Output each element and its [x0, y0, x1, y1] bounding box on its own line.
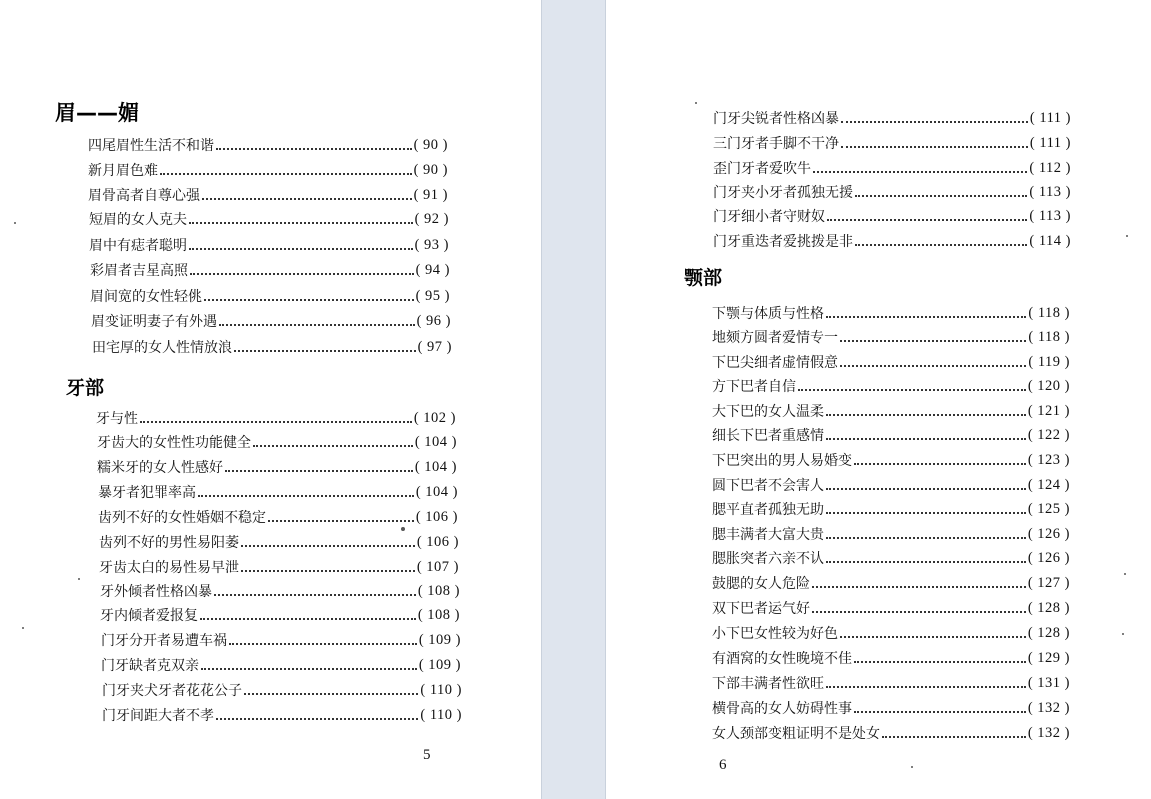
- entry-title: 大下巴的女人温柔: [712, 404, 824, 420]
- entry-title: 双下巴者运气好: [712, 601, 810, 617]
- entry-title: 门牙夹小牙者孤独无援: [713, 185, 853, 201]
- entry-page: ( 108 ): [417, 582, 460, 599]
- entry-page: ( 123 ): [1027, 451, 1070, 468]
- entry-title: 门牙夹犬牙者花花公子: [102, 683, 242, 699]
- leader-dots: [854, 462, 1026, 465]
- entry-title: 糯米牙的女人性感好: [97, 460, 223, 476]
- entry-page: ( 94 ): [415, 261, 450, 278]
- toc-entry[interactable]: [712, 572, 1070, 594]
- toc-entry[interactable]: [712, 424, 1070, 446]
- leader-dots: [841, 120, 1028, 123]
- toc-entry[interactable]: [101, 629, 461, 651]
- toc-entry[interactable]: [712, 523, 1070, 545]
- section-heading-brow: 眉——媚: [55, 101, 139, 125]
- scan-speck: [14, 222, 16, 224]
- toc-entry[interactable]: [100, 580, 460, 602]
- toc-entry[interactable]: [713, 230, 1071, 252]
- leader-dots: [216, 717, 418, 720]
- scan-speck: [695, 102, 697, 104]
- leader-dots: [201, 667, 417, 670]
- entry-title: 齿列不好的男性易阳萎: [99, 535, 239, 551]
- entry-title: 有酒窝的女性晚境不佳: [712, 651, 852, 667]
- leader-dots: [268, 519, 414, 522]
- leader-dots: [798, 388, 1026, 391]
- toc-entry[interactable]: [99, 531, 459, 553]
- entry-title: 门牙细小者守财奴: [713, 209, 825, 225]
- leader-dots: [840, 635, 1026, 638]
- entry-title: 鼓腮的女人危险: [712, 576, 810, 592]
- entry-page: ( 92 ): [414, 210, 449, 227]
- toc-entry[interactable]: [97, 456, 457, 478]
- leader-dots: [855, 194, 1027, 197]
- leader-dots: [826, 685, 1026, 688]
- entry-page: ( 120 ): [1027, 377, 1070, 394]
- entry-page: ( 102 ): [413, 409, 456, 426]
- leader-dots: [234, 349, 416, 352]
- entry-title: 门牙间距大者不孝: [102, 708, 214, 724]
- entry-page: ( 96 ): [416, 312, 451, 329]
- entry-page: ( 97 ): [417, 338, 452, 355]
- entry-page: ( 110 ): [420, 706, 462, 723]
- entry-title: 横骨高的女人妨碍性事: [712, 701, 852, 717]
- toc-entry[interactable]: [99, 556, 459, 578]
- entry-title: 齿列不好的女性婚姻不稳定: [98, 510, 266, 526]
- entry-page: ( 114 ): [1029, 232, 1071, 249]
- leader-dots: [229, 642, 417, 645]
- scan-speck: [1122, 633, 1124, 635]
- leader-dots: [854, 660, 1026, 663]
- toc-entry[interactable]: [102, 704, 462, 726]
- entry-page: ( 111 ): [1029, 134, 1071, 151]
- entry-title: 眉变证明妻子有外遇: [91, 314, 217, 330]
- toc-entry[interactable]: [713, 205, 1071, 227]
- entry-page: ( 132 ): [1027, 724, 1070, 741]
- leader-dots: [826, 560, 1026, 563]
- leader-dots: [189, 247, 413, 250]
- leader-dots: [840, 364, 1026, 367]
- entry-title: 地颏方圆者爱情专一: [712, 330, 838, 346]
- leader-dots: [241, 544, 415, 547]
- entry-title: 牙内倾者爱报复: [100, 608, 198, 624]
- entry-page: ( 95 ): [415, 287, 450, 304]
- entry-title: 下巴突出的男人易婚变: [712, 453, 852, 469]
- page-number: 6: [719, 757, 727, 773]
- entry-title: 方下巴者自信: [712, 379, 796, 395]
- entry-page: ( 104 ): [415, 483, 458, 500]
- toc-entry[interactable]: [88, 184, 448, 206]
- toc-entry[interactable]: [712, 302, 1070, 324]
- entry-page: ( 111 ): [1029, 109, 1071, 126]
- entry-page: ( 91 ): [413, 186, 448, 203]
- entry-page: ( 126 ): [1027, 525, 1070, 542]
- entry-title: 细长下巴者重感情: [712, 428, 824, 444]
- entry-page: ( 104 ): [414, 433, 457, 450]
- entry-title: 下巴尖细者虚情假意: [712, 355, 838, 371]
- toc-entry[interactable]: [89, 234, 449, 256]
- toc-entry[interactable]: [712, 351, 1070, 373]
- leader-dots: [882, 735, 1026, 738]
- leader-dots: [813, 170, 1027, 173]
- entry-title: 眉中有痣者聪明: [89, 238, 187, 254]
- entry-title: 门牙分开者易遭车祸: [101, 633, 227, 649]
- entry-page: ( 118 ): [1028, 328, 1070, 345]
- entry-page: ( 106 ): [416, 533, 459, 550]
- entry-title: 腮胀突者六亲不认: [712, 551, 824, 567]
- entry-title: 腮平直者孤独无助: [712, 502, 824, 518]
- entry-page: ( 109 ): [418, 631, 461, 648]
- toc-entry[interactable]: [712, 622, 1070, 644]
- leader-dots: [214, 593, 416, 596]
- scan-speck: [401, 527, 405, 531]
- entry-page: ( 113 ): [1029, 207, 1071, 224]
- section-heading-jaw: 颚部: [684, 267, 723, 289]
- leader-dots: [241, 569, 415, 572]
- toc-entry[interactable]: [102, 679, 462, 701]
- entry-page: ( 108 ): [417, 606, 460, 623]
- entry-title: 女人颈部变粗证明不是处女: [712, 726, 880, 742]
- entry-title: 四尾眉性生活不和谐: [88, 138, 214, 154]
- entry-title: 小下巴女性较为好色: [712, 626, 838, 642]
- entry-page: ( 128 ): [1027, 624, 1070, 641]
- entry-page: ( 110 ): [420, 681, 462, 698]
- entry-title: 门牙缺者克双亲: [101, 658, 199, 674]
- leader-dots: [826, 437, 1026, 440]
- toc-entry[interactable]: [91, 310, 451, 332]
- entry-page: ( 129 ): [1027, 649, 1070, 666]
- entry-page: ( 119 ): [1028, 353, 1070, 370]
- entry-title: 下颚与体质与性格: [712, 306, 824, 322]
- toc-entry[interactable]: [89, 208, 449, 230]
- entry-title: 彩眉者吉星高照: [90, 263, 188, 279]
- entry-title: 短眉的女人克夫: [89, 212, 187, 228]
- toc-entry[interactable]: [713, 132, 1071, 154]
- entry-title: 牙与性: [96, 411, 138, 427]
- entry-page: ( 124 ): [1027, 476, 1070, 493]
- entry-title: 门牙重迭者爱挑拨是非: [713, 234, 853, 250]
- leader-dots: [160, 172, 412, 175]
- entry-page: ( 118 ): [1028, 304, 1070, 321]
- toc-entry[interactable]: [101, 654, 461, 676]
- section-heading-teeth: 牙部: [66, 377, 105, 399]
- leader-dots: [219, 323, 415, 326]
- toc-entry[interactable]: [96, 407, 456, 429]
- entry-page: ( 126 ): [1027, 549, 1070, 566]
- leader-dots: [826, 511, 1026, 514]
- entry-title: 门牙尖锐者性格凶暴: [713, 111, 839, 127]
- leader-dots: [840, 339, 1026, 342]
- toc-entry[interactable]: [90, 285, 450, 307]
- scan-speck: [911, 766, 913, 768]
- toc-entry[interactable]: [88, 134, 448, 156]
- scan-speck: [22, 627, 24, 629]
- leader-dots: [826, 315, 1026, 318]
- toc-entry[interactable]: [712, 498, 1070, 520]
- toc-entry[interactable]: [712, 672, 1070, 694]
- entry-page: ( 112 ): [1029, 159, 1071, 176]
- toc-entry[interactable]: [712, 597, 1070, 619]
- right-page: [606, 0, 1151, 799]
- leader-dots: [225, 469, 413, 472]
- leader-dots: [854, 710, 1026, 713]
- leader-dots: [202, 197, 412, 200]
- leader-dots: [826, 413, 1026, 416]
- toc-entry[interactable]: [92, 336, 452, 358]
- leader-dots: [827, 218, 1027, 221]
- entry-page: ( 131 ): [1027, 674, 1070, 691]
- entry-title: 圆下巴者不会害人: [712, 478, 824, 494]
- toc-entry[interactable]: [98, 506, 458, 528]
- entry-page: ( 121 ): [1027, 402, 1070, 419]
- toc-entry[interactable]: [712, 547, 1070, 569]
- toc-entry[interactable]: [90, 259, 450, 281]
- toc-entry[interactable]: [712, 697, 1070, 719]
- toc-entry[interactable]: [712, 647, 1070, 669]
- entry-title: 牙外倾者性格凶暴: [100, 584, 212, 600]
- entry-page: ( 132 ): [1027, 699, 1070, 716]
- scan-speck: [1124, 573, 1126, 575]
- leader-dots: [812, 585, 1026, 588]
- leader-dots: [216, 147, 412, 150]
- entry-page: ( 90 ): [413, 136, 448, 153]
- entry-title: 新月眉色难: [88, 163, 158, 179]
- page-number: 5: [423, 747, 431, 763]
- leader-dots: [841, 145, 1028, 148]
- toc-entry[interactable]: [712, 474, 1070, 496]
- leader-dots: [855, 243, 1027, 246]
- leader-dots: [140, 420, 412, 423]
- entry-page: ( 93 ): [414, 236, 449, 253]
- scan-speck: [78, 578, 80, 580]
- entry-page: ( 104 ): [414, 458, 457, 475]
- entry-page: ( 122 ): [1027, 426, 1070, 443]
- entry-page: ( 107 ): [416, 558, 459, 575]
- entry-title: 田宅厚的女人性情放浪: [92, 340, 232, 356]
- scan-speck: [1126, 235, 1128, 237]
- leader-dots: [253, 444, 413, 447]
- leader-dots: [189, 221, 413, 224]
- leader-dots: [198, 494, 414, 497]
- entry-title: 暴牙者犯罪率高: [98, 485, 196, 501]
- toc-entry[interactable]: [712, 400, 1070, 422]
- toc-entry[interactable]: [713, 181, 1071, 203]
- left-page: [0, 0, 541, 799]
- toc-entry[interactable]: [712, 722, 1070, 744]
- entry-title: 眉间宽的女性轻佻: [90, 289, 202, 305]
- entry-title: 歪门牙者爱吹牛: [713, 161, 811, 177]
- entry-page: ( 125 ): [1027, 500, 1070, 517]
- entry-page: ( 109 ): [418, 656, 461, 673]
- leader-dots: [200, 617, 416, 620]
- page-gutter: [541, 0, 606, 799]
- toc-entry[interactable]: [98, 481, 458, 503]
- entry-title: 三门牙者手脚不干净: [713, 136, 839, 152]
- entry-page: ( 128 ): [1027, 599, 1070, 616]
- toc-entry[interactable]: [713, 107, 1071, 129]
- entry-page: ( 90 ): [413, 161, 448, 178]
- toc-entry[interactable]: [88, 159, 448, 181]
- toc-entry[interactable]: [100, 604, 460, 626]
- leader-dots: [826, 536, 1026, 539]
- entry-page: ( 106 ): [415, 508, 458, 525]
- entry-page: ( 113 ): [1029, 183, 1071, 200]
- entry-title: 下部丰满者性欲旺: [712, 676, 824, 692]
- entry-title: 牙齿大的女性性功能健全: [97, 435, 251, 451]
- leader-dots: [812, 610, 1026, 613]
- leader-dots: [826, 487, 1026, 490]
- toc-entry[interactable]: [712, 375, 1070, 397]
- leader-dots: [190, 272, 414, 275]
- entry-title: 眉骨高者自尊心强: [88, 188, 200, 204]
- entry-page: ( 127 ): [1027, 574, 1070, 591]
- toc-entry[interactable]: [712, 449, 1070, 471]
- entry-title: 牙齿太白的易性易早泄: [99, 560, 239, 576]
- entry-title: 腮丰满者大富大贵: [712, 527, 824, 543]
- toc-entry[interactable]: [97, 431, 457, 453]
- toc-entry[interactable]: [712, 326, 1070, 348]
- toc-entry[interactable]: [713, 157, 1071, 179]
- leader-dots: [244, 692, 418, 695]
- leader-dots: [204, 298, 414, 301]
